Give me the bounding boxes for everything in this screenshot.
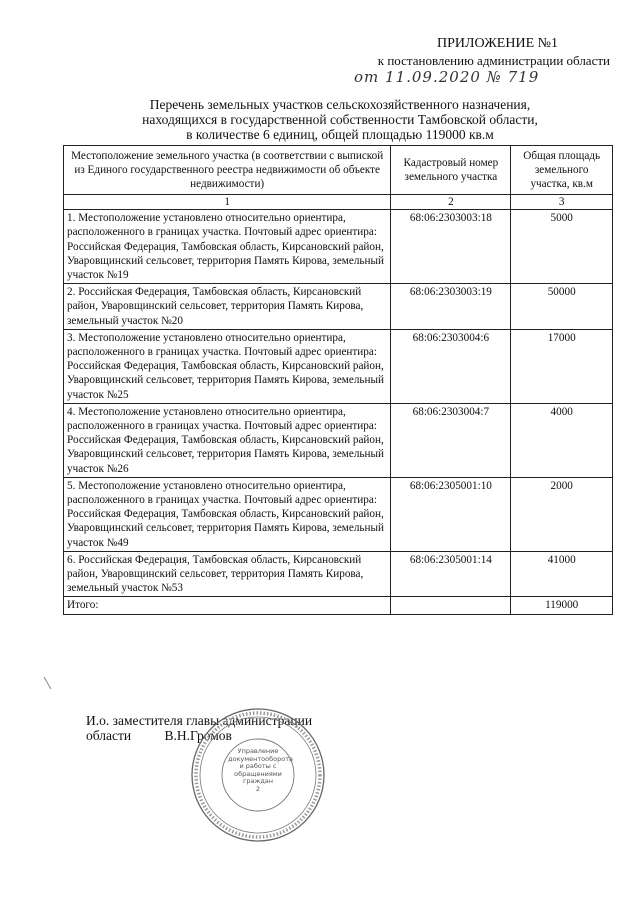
cell-location: 2. Российская Федерация, Тамбовская область, Кирсановский район, Уваровщинский сельсовет, территория Память Кирова, земельный участок №20	[64, 284, 391, 330]
total-value: 119000	[511, 597, 613, 614]
cell-area: 50000	[511, 284, 613, 330]
signatory-region: области	[86, 728, 132, 743]
column-index-row	[64, 195, 613, 210]
table-row	[64, 477, 613, 551]
table-row	[64, 329, 613, 403]
cell-cadastral: 68:06:2303003:18	[391, 210, 511, 284]
appendix-label: ПРИЛОЖЕНИЕ №1	[437, 36, 558, 51]
table-row	[64, 403, 613, 477]
handwritten-date-number: от 11.09.2020 № 719	[354, 68, 540, 86]
cell-cadastral: 68:06:2305001:14	[391, 551, 511, 597]
cell-area: 41000	[511, 551, 613, 597]
cell-cadastral: 68:06:2303003:19	[391, 284, 511, 330]
title-line-3: в количестве 6 единиц, общей площадью 119000 кв.м	[186, 127, 494, 142]
cell-cadastral: 68:06:2303004:7	[391, 403, 511, 477]
header-area: Общая площадь земельного участка, кв.м	[511, 146, 613, 195]
column-index: 3	[511, 195, 613, 210]
document-title	[60, 97, 620, 142]
cell-location: 1. Местоположение установлено относительно ориентира, расположенного в границах участка. Почтовый адрес ориентира: Российская Федерация, Тамбовская область, Кирсановский район, Уваровщинский сельсовет, территория Память Кирова, земельный участок №19	[64, 210, 391, 284]
cell-location: 3. Местоположение установлено относительно ориентира, расположенного в границах участка. Почтовый адрес ориентира: Российская Федерация, Тамбовская область, Кирсановский район, Уваровщинский сельсовет, территория Память Кирова, земельный участок №25	[64, 329, 391, 403]
cell-cadastral: 68:06:2305001:10	[391, 477, 511, 551]
table-row	[64, 551, 613, 597]
stamp-number: 2	[255, 784, 261, 793]
title-line-1: Перечень земельных участков сельскохозяйственного назначения,	[149, 97, 531, 112]
cell-area: 17000	[511, 329, 613, 403]
column-index: 1	[64, 195, 391, 210]
signatory-position: И.о. заместителя главы администрации	[86, 713, 313, 728]
cell-area: 4000	[511, 403, 613, 477]
column-index: 2	[391, 195, 511, 210]
header-cadastral: Кадастровый номер земельного участка	[391, 146, 511, 195]
header-location: Местоположение земельного участка (в соответствии с выпиской из Единого государственного реестра недвижимости об объекте недвижимости)	[64, 146, 391, 195]
cell-location: 4. Местоположение установлено относительно ориентира, расположенного в границах участка. Почтовый адрес ориентира: Российская Федерация, Тамбовская область, Кирсановский район, Уваровщинский сельсовет, территория Память Кирова, земельный участок №26	[64, 403, 391, 477]
stamp-inner	[228, 747, 293, 793]
margin-mark	[44, 677, 52, 690]
cell-cadastral: 68:06:2303004:6	[391, 329, 511, 403]
cell-area: 2000	[511, 477, 613, 551]
cell-location: 6. Российская Федерация, Тамбовская область, Кирсановский район, Уваровщинский сельсовет, территория Память Кирова, земельный участок №53	[64, 551, 391, 597]
table-row	[64, 210, 613, 284]
total-empty-cell	[391, 597, 511, 614]
title-line-2: находящихся в государственной собственности Тамбовской области,	[142, 112, 538, 127]
signatory-name: В.Н.Громов	[164, 728, 232, 743]
stamp-inner-text: Управление документооборота и работы с обращениями граждан	[228, 747, 293, 785]
total-row	[64, 597, 613, 614]
table-row	[64, 284, 613, 330]
decree-reference: к постановлению администрации области	[377, 53, 610, 68]
official-stamp	[188, 705, 328, 845]
cell-location: 5. Местоположение установлено относительно ориентира, расположенного в границах участка. Почтовый адрес ориентира: Российская Федерация, Тамбовская область, Кирсановский район, Уваровщинский сельсовет, территория Память Кирова, земельный участок №49	[64, 477, 391, 551]
cell-area: 5000	[511, 210, 613, 284]
total-label: Итого:	[64, 597, 391, 614]
land-plots-table	[63, 145, 613, 615]
